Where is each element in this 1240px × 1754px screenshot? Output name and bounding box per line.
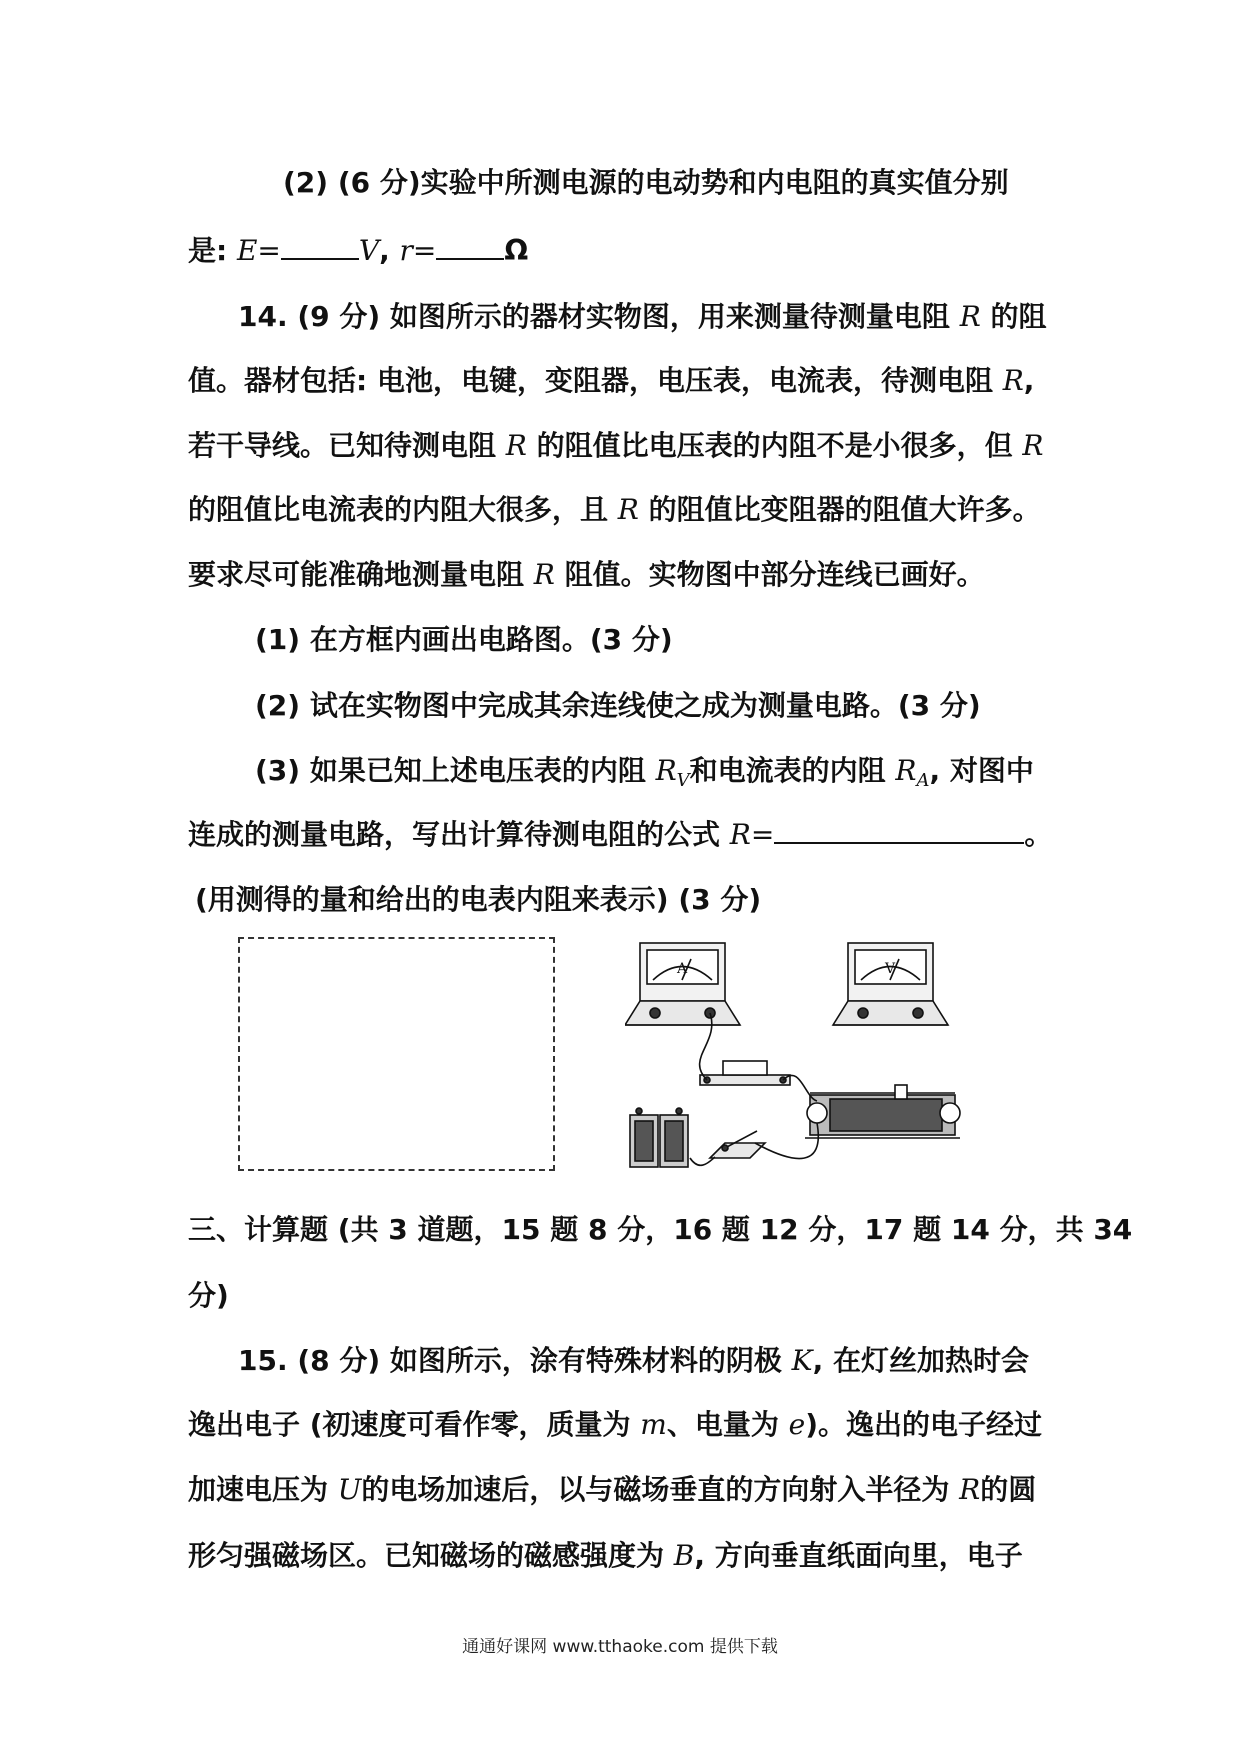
ra-subscript: A [916,770,930,791]
q15-text: 的电场加速后，以与磁场垂直的方向射入半径为 [361,1473,960,1506]
emf-symbol: E [236,234,258,267]
q14-line4 [188,490,1041,530]
q14-line1 [238,297,1047,337]
q14-text: 的阻值比电压表的内阻不是小很多，但 [526,429,1023,462]
q14-text: 连成的测量电路，写出计算待测电阻的公式 [188,818,730,851]
voltage-symbol: U [337,1473,362,1506]
footer-source: 通通好课网 www.tthaoke.com 提供下载 [462,1637,778,1657]
q14-text: (2) 试在实物图中完成其余连线使之成为测量电路。(3 分) [255,689,981,722]
q14-text: 的阻值比电流表的内阻大很多，且 [188,493,618,526]
r-symbol: R [617,493,639,526]
eq-sign-2: = [412,234,437,267]
section3-text: 分) [188,1279,229,1312]
internal-resistance-symbol: r [399,234,413,267]
ohm-unit: Ω [504,234,529,267]
q14-text: 值。器材包括: 电池，电键，变阻器，电压表，电流表，待测电阻 [188,364,1003,397]
mass-symbol: m [640,1408,667,1441]
q14-number: 14. [238,300,288,333]
q14-text: (3) 如果已知上述电压表的内阻 [255,754,656,787]
comma: , [379,234,400,267]
q14-line5 [188,555,985,595]
q15-text: 的圆 [980,1473,1037,1506]
emf-blank[interactable] [281,232,359,260]
q14-text: 若干导线。已知待测电阻 [188,429,506,462]
r-symbol: R [533,558,555,591]
q14-text: (9 分) 如图所示的器材实物图，用来测量待测量电阻 [287,300,960,333]
q14-line2 [188,361,1034,401]
internal-resistance-blank[interactable] [436,232,504,260]
r-symbol: R [655,754,677,787]
q14-text: 的阻 [980,300,1047,333]
voltmeter-label: V [885,961,896,977]
r-symbol: R [505,429,527,462]
q14-sub3-line3 [195,880,761,920]
q14-sub2 [255,686,981,726]
battery-icon [630,1108,688,1167]
q15-line3 [188,1470,1036,1510]
q15-text: , 在灯丝加热时会 [812,1344,1029,1377]
q14-text: 。 [1024,818,1053,851]
r-symbol: R [1022,429,1044,462]
q15-line2 [188,1405,1042,1445]
q14-sub1 [255,620,673,660]
ammeter-icon [625,943,740,1025]
field-symbol: B [673,1539,695,1572]
q14-text: 的阻值比变阻器的阻值大许多。 [638,493,1041,526]
q14-line3 [188,426,1043,466]
q15-text: )。逸出的电子经过 [805,1408,1042,1441]
cathode-symbol: K [791,1344,813,1377]
formula-blank[interactable] [774,816,1024,844]
eq-sign: = [257,234,281,267]
resistor-icon [700,1061,790,1085]
section3-line2 [188,1276,229,1316]
r-symbol: R [1002,364,1024,397]
circuit-diagram-box[interactable] [238,937,555,1171]
q13-part2-text: (2) (6 分)实验中所测电源的电动势和内电阻的真实值分别 [283,166,1009,199]
radius-symbol: R [959,1473,981,1506]
q15-text: , 方向垂直纸面向里，电子 [694,1539,1023,1572]
q15-text: 逸出电子 (初速度可看作零，质量为 [188,1408,641,1441]
q14-text: , [1023,364,1035,397]
q15-text: 、电量为 [666,1408,789,1441]
r-symbol: R [959,300,981,333]
r-symbol: R [895,754,917,787]
rv-subscript: V [676,770,690,791]
ammeter-label: A [677,961,688,977]
q14-text: , 对图中 [929,754,1034,787]
charge-symbol: e [788,1408,806,1441]
section3-line1 [188,1210,1132,1250]
q14-text: 要求尽可能准确地测量电阻 [188,558,534,591]
rheostat-icon [805,1085,960,1138]
q14-text: (1) 在方框内画出电路图。(3 分) [255,623,673,656]
q14-sub3-line1 [255,751,1034,801]
q15-line4 [188,1536,1023,1576]
q13-prefix: 是: [188,234,237,267]
apparatus-illustration [625,933,975,1178]
q15-line1 [238,1341,1029,1381]
q15-text: 形匀强磁场区。已知磁场的磁感强度为 [188,1539,674,1572]
voltmeter-icon [833,943,948,1025]
q14-sub3-line2 [188,815,1052,855]
q13-part2-line2 [188,231,528,271]
q15-text: 15. (8 分) 如图所示，涂有特殊材料的阴极 [238,1344,792,1377]
section3-text: 三、计算题 (共 3 道题，15 题 8 分，16 题 12 分，17 题 14 分，共 34 [188,1213,1133,1246]
formula-eq: R= [729,818,775,851]
volt-unit: V [358,234,380,267]
q15-text: 加速电压为 [188,1473,338,1506]
q13-part2-line1 [283,163,1009,203]
q14-text: 和电流表的内阻 [689,754,896,787]
q14-text: 阻值。实物图中部分连线已画好。 [554,558,985,591]
q14-text: (用测得的量和给出的电表内阻来表示) (3 分) [195,883,762,916]
